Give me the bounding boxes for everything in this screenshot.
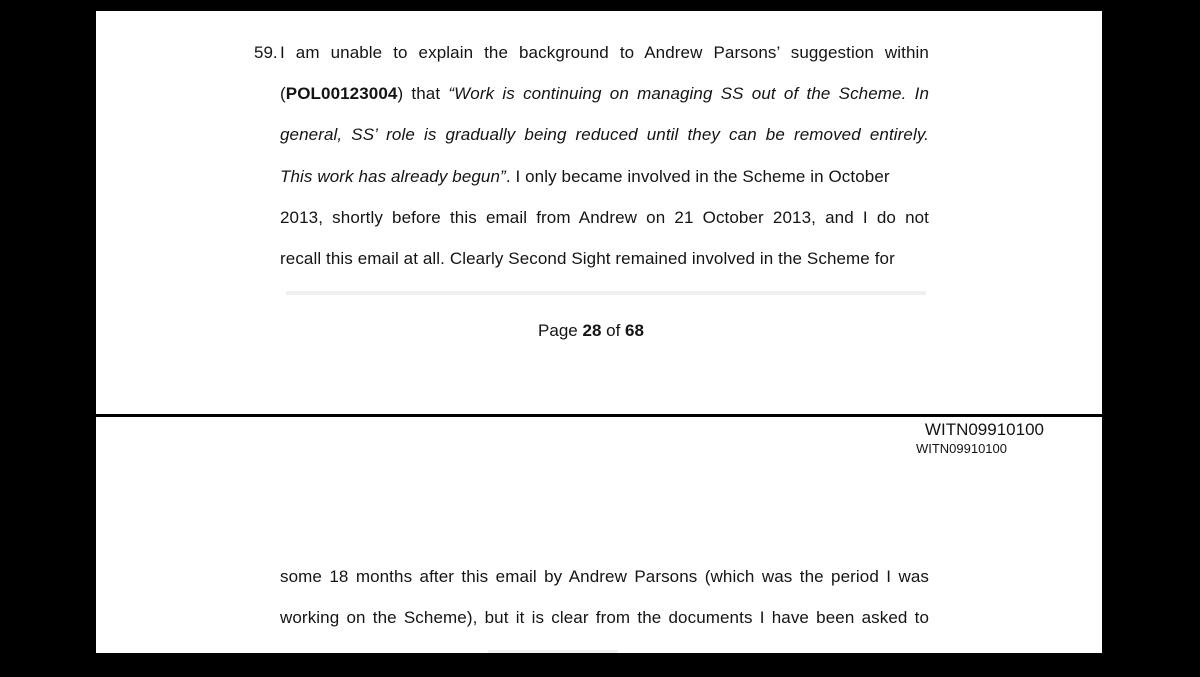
quoted-text: “Work is continuing on managing SS out of the Scheme. In [448,84,929,103]
document-page-28 [96,11,1102,414]
body-line [280,608,929,628]
body-line [280,567,929,587]
body-text: I am unable to explain the background to Andrew Parsons’ suggestion within [280,43,929,62]
body-text: ( [280,84,286,103]
body-line [280,249,895,269]
page-footer [96,321,1086,341]
footer-prefix: Page [538,321,583,340]
body-line [280,43,929,63]
body-line [280,84,929,104]
body-line [280,167,890,187]
body-text: working on the Scheme), but it is clear from the documents I have been asked to [280,608,929,627]
document-page-29 [96,417,1102,653]
body-text: ) that [397,84,449,103]
body-text: recall this email at all. Clearly Second Sight remained involved in the Scheme for [280,249,895,268]
footer-middle: of [601,321,626,340]
body-text: 2013, shortly before this email from Andrew on 21 October 2013, and I do not [280,208,929,227]
cut-off-text-row [286,291,926,295]
document-reference: POL00123004 [285,84,398,103]
witness-reference-stamp: WITN09910100 [915,441,1007,456]
quoted-text: general, SS’ role is gradually being reduced until they can be removed entirely. [280,125,929,144]
total-page-count: 68 [625,321,644,340]
witness-reference-header: WITN09910100 [924,420,1044,439]
body-line [280,208,929,228]
body-line [280,125,929,145]
paragraph-number-label: 59. [254,43,278,62]
body-text: . I only became involved in the Scheme in October [505,167,890,186]
current-page-number: 28 [582,321,602,340]
cut-off-text-row [488,650,618,653]
body-text: some 18 months after this email by Andrew Parsons (which was the period I was [280,567,929,586]
quoted-text: This work has already begun” [280,167,506,186]
